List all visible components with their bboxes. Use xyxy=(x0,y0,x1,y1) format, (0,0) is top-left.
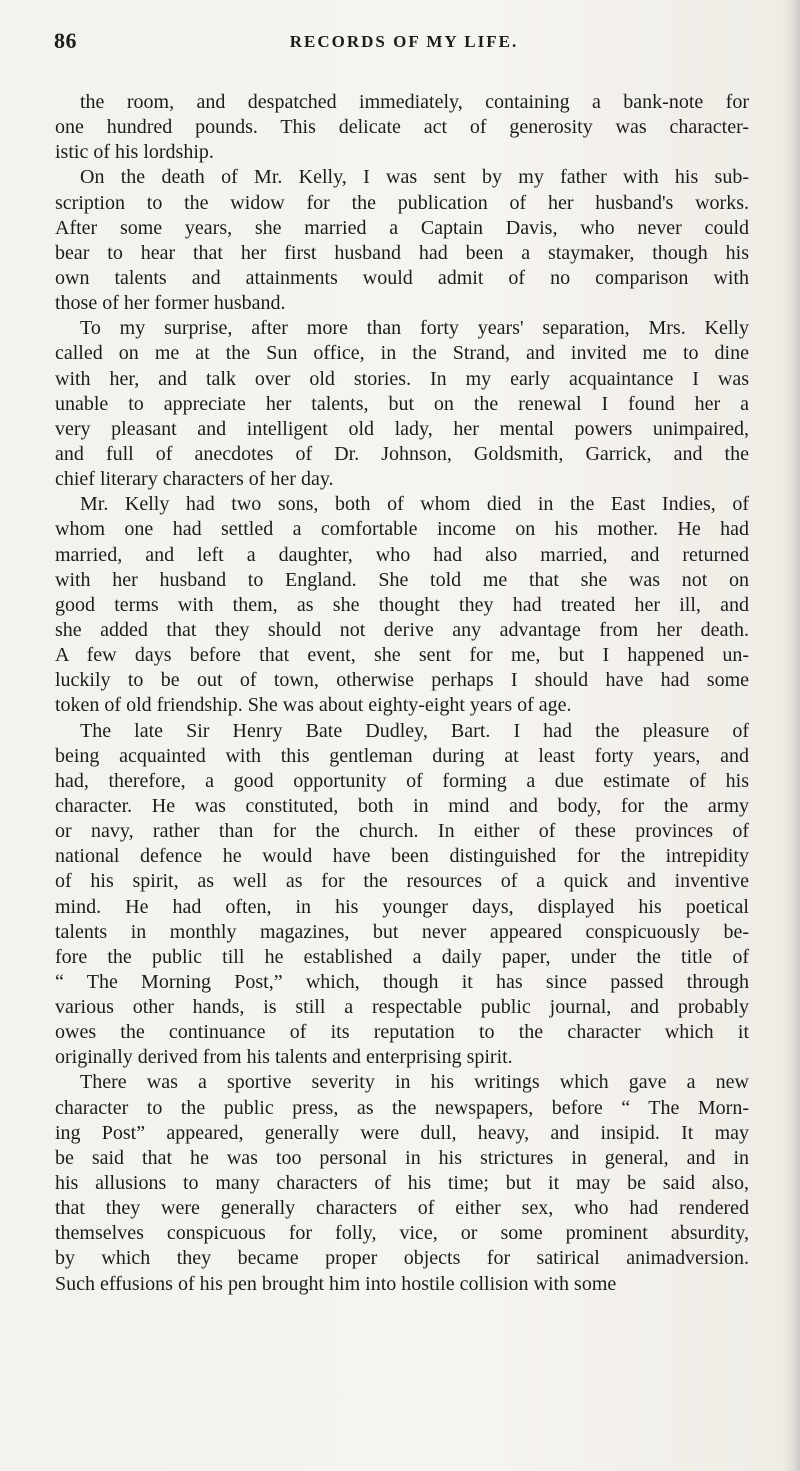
text-line: various other hands, is still a respectable public journal, and probably xyxy=(55,996,749,1019)
text-line: character. He was constituted, both in mind and body, for the army xyxy=(55,794,749,817)
text-line: scription to the widow for the publication of her husband's works. xyxy=(55,191,749,214)
text-line: unable to appreciate her talents, but on the renewal I found her a xyxy=(55,392,749,415)
text-line: the room, and despatched immediately, containing a bank-note for xyxy=(80,91,749,113)
text-line: being acquainted with this gentleman during at least forty years, and xyxy=(55,744,749,767)
text-line: On the death of Mr. Kelly, I was sent by my father with his sub- xyxy=(80,166,749,189)
text-line: bear to hear that her first husband had been a staymaker, though his xyxy=(55,241,749,264)
text-line: originally derived from his talents and enterprising spirit. xyxy=(55,1046,513,1069)
page-edge-shadow xyxy=(782,0,800,1471)
text-line: fore the public till he established a daily paper, under the title of xyxy=(55,945,749,968)
paragraph xyxy=(55,316,749,492)
text-line: be said that he was too personal in his strictures in general, and in xyxy=(55,1146,749,1169)
body-text xyxy=(55,90,749,1297)
text-line: mind. He had often, in his younger days, displayed his poetical xyxy=(55,895,749,918)
text-line: whom one had settled a comfortable income on his mother. He had xyxy=(55,518,749,541)
text-line: themselves conspicuous for folly, vice, or some prominent absurdity, xyxy=(55,1222,749,1245)
text-line: chief literary characters of her day. xyxy=(55,468,334,491)
text-line: character to the public press, as the newspapers, before “ The Morn- xyxy=(55,1096,749,1119)
text-line: After some years, she married a Captain Davis, who never could xyxy=(55,216,749,239)
text-line: Such effusions of his pen brought him into hostile collision with some xyxy=(55,1272,617,1295)
text-line: own talents and attainments would admit of no comparison with xyxy=(55,266,749,289)
text-line: married, and left a daughter, who had also married, and returned xyxy=(55,543,749,566)
text-line: Mr. Kelly had two sons, both of whom died in the East Indies, of xyxy=(80,493,749,516)
text-line: istic of his lordship. xyxy=(55,141,214,164)
text-line: very pleasant and intelligent old lady, her mental powers unimpaired, xyxy=(55,417,749,440)
text-line: There was a sportive severity in his writings which gave a new xyxy=(80,1071,749,1094)
paragraph xyxy=(55,719,749,1071)
text-line: with her, and talk over old stories. In my early acquaintance I was xyxy=(55,367,749,390)
text-line: national defence he would have been distinguished for the intrepidity xyxy=(55,845,749,868)
text-line: of his spirit, as well as for the resources of a quick and inventive xyxy=(55,870,749,893)
page-number: 86 xyxy=(54,28,77,53)
text-line: A few days before that event, she sent for me, but I happened un- xyxy=(55,644,749,667)
text-line: with her husband to England. She told me that she was not on xyxy=(55,568,749,591)
text-line: had, therefore, a good opportunity of forming a due estimate of his xyxy=(55,769,749,792)
text-line: or navy, rather than for the church. In either of these provinces of xyxy=(55,820,749,843)
text-line: his allusions to many characters of his time; but it may be said also, xyxy=(55,1172,749,1195)
text-line: ing Post” appeared, generally were dull, heavy, and insipid. It may xyxy=(55,1121,749,1144)
text-line: those of her former husband. xyxy=(55,292,286,315)
text-line: and full of anecdotes of Dr. Johnson, Goldsmith, Garrick, and the xyxy=(55,442,749,465)
text-line: token of old friendship. She was about eighty-eight years of age. xyxy=(55,694,572,717)
text-line: one hundred pounds. This delicate act of generosity was character- xyxy=(55,116,749,139)
text-line: To my surprise, after more than forty years' separation, Mrs. Kelly xyxy=(80,317,749,340)
text-line: owes the continuance of its reputation to the character which it xyxy=(55,1021,749,1044)
page-header xyxy=(54,28,754,68)
paragraph xyxy=(55,1070,749,1296)
paragraph xyxy=(55,90,749,165)
paragraph xyxy=(55,165,749,316)
text-line: that they were generally characters of either sex, who had rendered xyxy=(55,1197,749,1220)
text-line: “ The Morning Post,” which, though it has since passed through xyxy=(55,970,749,993)
text-line: good terms with them, as she thought they had treated her ill, and xyxy=(55,593,749,616)
text-line: called on me at the Sun office, in the Strand, and invited me to dine xyxy=(55,342,749,365)
text-line: she added that they should not derive any advantage from her death. xyxy=(55,618,749,641)
text-line: luckily to be out of town, otherwise perhaps I should have had some xyxy=(55,669,749,692)
paragraph xyxy=(55,492,749,718)
running-title: RECORDS OF MY LIFE. xyxy=(289,32,519,51)
text-line: talents in monthly magazines, but never appeared conspicuously be- xyxy=(55,920,749,943)
text-line: by which they became proper objects for satirical animadversion. xyxy=(55,1247,749,1270)
text-line: The late Sir Henry Bate Dudley, Bart. I had the pleasure of xyxy=(80,719,749,742)
